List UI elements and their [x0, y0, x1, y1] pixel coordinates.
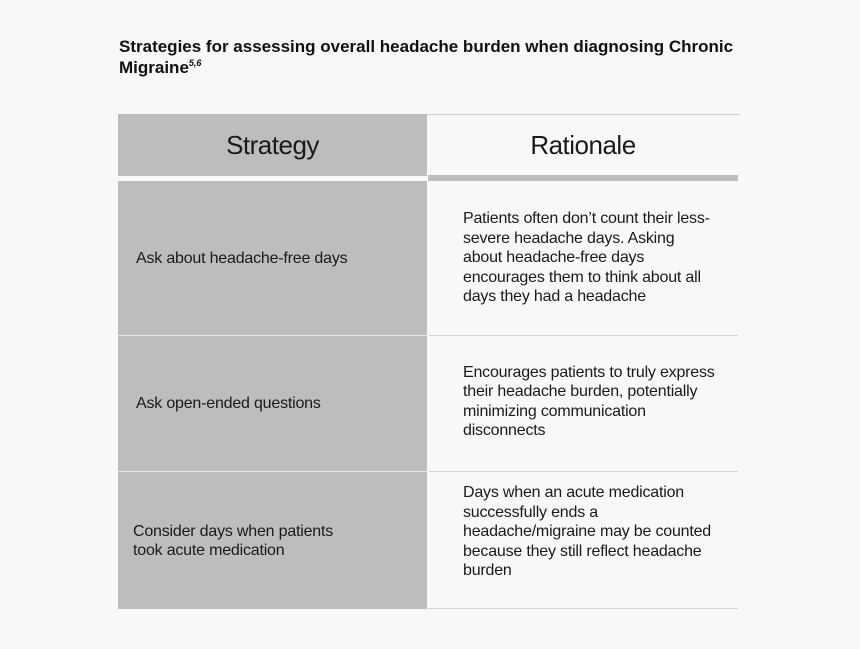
table-row-2-rationale — [428, 336, 738, 472]
strategy-table — [118, 114, 738, 609]
strategy-cell-text: Ask open-ended questions — [136, 395, 321, 412]
header-rationale: Rationale — [530, 129, 636, 160]
rationale-cell-text: Patients often don’t count their less-severe headache days. Asking about headache-free days encourages them to think about all days they had a headache — [463, 210, 710, 306]
title-citation: 5,6 — [188, 58, 202, 68]
strategy-cell-text: Consider days when patients took acute medication — [133, 522, 334, 559]
table-row-3-rationale — [428, 472, 738, 609]
table-row-1-strategy — [118, 181, 427, 335]
header-strategy: Strategy — [118, 114, 427, 176]
table-row-3-strategy — [118, 472, 427, 609]
title-text: Strategies for assessing overall headache burden when diagnosing Chronic Migraine — [119, 37, 734, 77]
table-row-2-strategy — [118, 336, 427, 471]
strategy-cell-text: Ask about headache-free days — [136, 249, 348, 267]
rationale-cell-text: Days when an acute medication successfully ends a headache/migraine may be counted because they still reflect headache burden — [463, 484, 711, 580]
page-title — [119, 36, 759, 78]
table-row-1-rationale — [428, 181, 738, 336]
rationale-cell-text: Encourages patients to truly express their headache burden, potentially minimizing communication disconnects — [463, 363, 715, 439]
